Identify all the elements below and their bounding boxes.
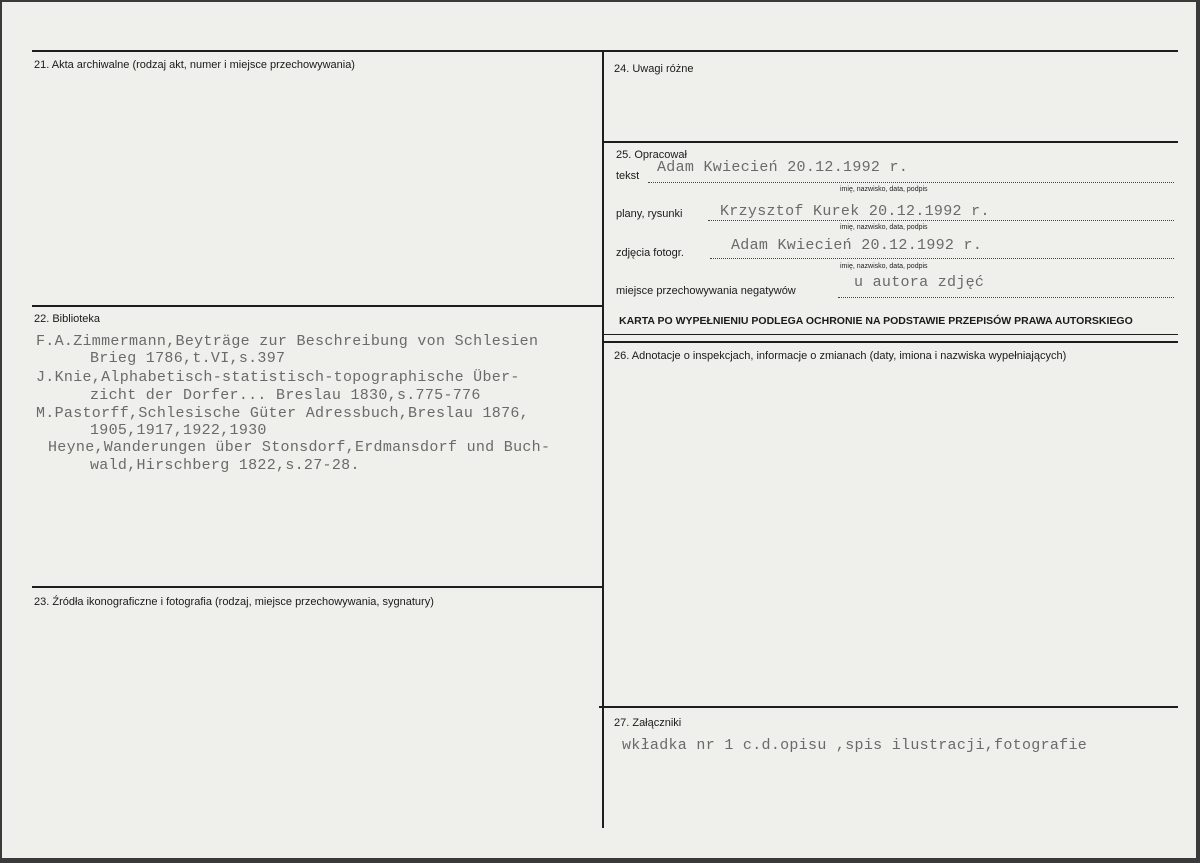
rule-22-23: [32, 586, 603, 588]
zdjecia-dotted-line: [710, 258, 1174, 259]
tekst-label: tekst: [616, 170, 640, 182]
rule-26-27: [599, 706, 1178, 708]
plany-value: Krzysztof Kurek 20.12.1992 r.: [720, 203, 990, 220]
section-22-label: 22. Biblioteka: [34, 313, 101, 325]
zdjecia-value: Adam Kwiecień 20.12.1992 r.: [731, 237, 983, 254]
plany-dotted-line: [708, 220, 1174, 221]
tekst-dotted-line: [648, 182, 1174, 183]
negatywy-label: miejsce przechowywania negatywów: [616, 285, 796, 297]
rule-21-22: [32, 305, 603, 307]
bibliography-line-8: wald,Hirschberg 1822,s.27-28.: [90, 457, 360, 474]
record-card: [2, 2, 1196, 858]
bibliography-line-6: 1905,1917,1922,1930: [90, 422, 267, 439]
center-divider: [602, 50, 604, 828]
bibliography-line-7: Heyne,Wanderungen über Stonsdorf,Erdmansdorf und Buch-: [48, 439, 551, 456]
section-25-label: 25. Opracował: [616, 149, 687, 161]
bibliography-line-2: Brieg 1786,t.VI,s.397: [90, 350, 286, 367]
bibliography-line-4: zicht der Dorfer... Breslau 1830,s.775-776: [90, 387, 481, 404]
negatywy-dotted-line: [838, 297, 1174, 298]
copyright-notice: KARTA PO WYPEŁNIENIU PODLEGA OCHRONIE NA PODSTAWIE PRZEPISÓW PRAWA AUTORSKIEGO: [619, 315, 1133, 327]
section-24-label: 24. Uwagi różne: [614, 63, 694, 75]
plany-sublabel: imię, nazwisko, data, podpis: [840, 224, 928, 231]
section-27-label: 27. Załączniki: [614, 717, 682, 729]
zdjecia-label: zdjęcia fotogr.: [616, 247, 684, 259]
zdjecia-sublabel: imię, nazwisko, data, podpis: [840, 263, 928, 270]
section-21-label: 21. Akta archiwalne (rodzaj akt, numer i miejsce przechowywania): [34, 59, 355, 71]
rule-25-26: [603, 341, 1178, 343]
rule-notice-top: [603, 334, 1178, 335]
bibliography-line-1: F.A.Zimmermann,Beyträge zur Beschreibung von Schlesien: [36, 333, 539, 350]
tekst-sublabel: imię, nazwisko, data, podpis: [840, 186, 928, 193]
top-rule: [32, 50, 1178, 52]
section-26-label: 26. Adnotacje o inspekcjach, informacje o zmianach (daty, imiona i nazwiska wypełniających): [614, 350, 1067, 362]
section-23-label: 23. Źródła ikonograficzne i fotografia (rodzaj, miejsce przechowywania, sygnatury): [34, 596, 434, 608]
attachments-value: wkładka nr 1 c.d.opisu ,spis ilustracji,fotografie: [622, 737, 1088, 754]
plany-label: plany, rysunki: [616, 208, 683, 220]
tekst-value: Adam Kwiecień 20.12.1992 r.: [657, 159, 909, 176]
bibliography-line-5: M.Pastorff,Schlesische Güter Adressbuch,Breslau 1876,: [36, 405, 529, 422]
rule-24-25: [603, 141, 1178, 143]
bibliography-line-3: J.Knie,Alphabetisch-statistisch-topographische Über-: [36, 369, 520, 386]
negatywy-value: u autora zdjęć: [854, 274, 985, 291]
